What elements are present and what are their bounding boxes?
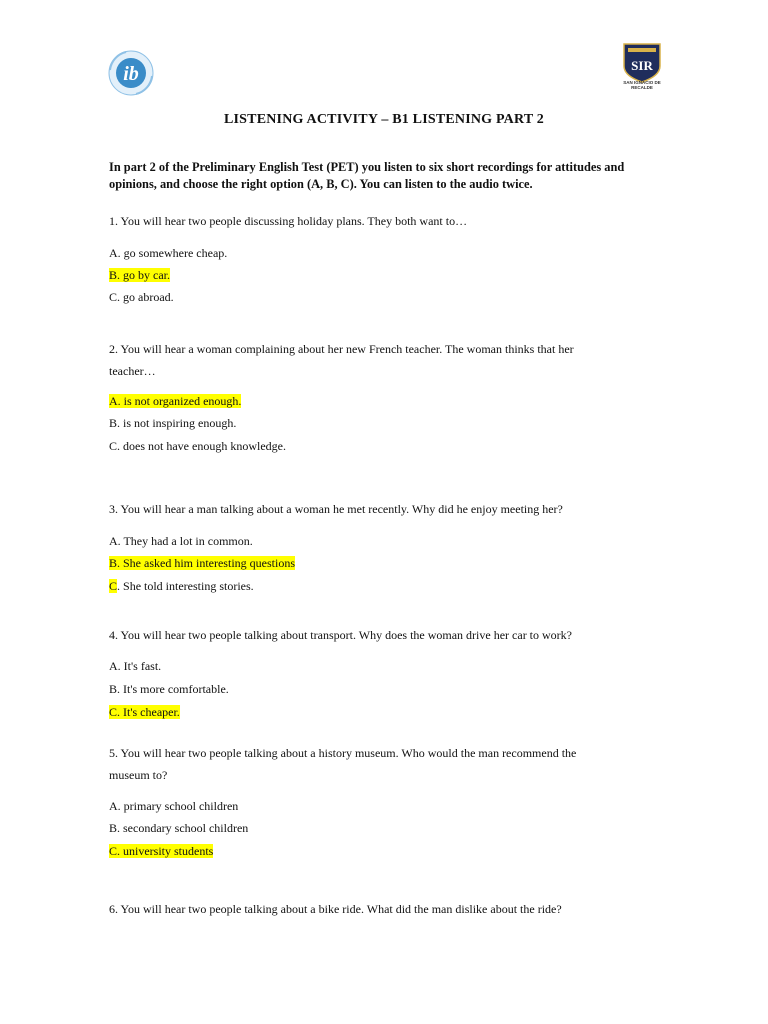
page-title: LISTENING ACTIVITY – B1 LISTENING PART 2 bbox=[224, 112, 544, 127]
highlighted-answer: A. is not organized enough. bbox=[109, 394, 242, 408]
question-6: 6. You will hear two people talking about a bike ride. What did the man dislike about the ride? bbox=[109, 902, 562, 916]
q5-option-a: A. primary school children bbox=[109, 799, 239, 813]
q2-option-b: B. is not inspiring enough. bbox=[109, 416, 237, 430]
highlighted-answer: B. go by car. bbox=[109, 268, 170, 282]
crest-caption: SAN IGNACIO DE RECALDE bbox=[623, 80, 661, 90]
q5-option-c bbox=[109, 844, 213, 859]
q2-option-a bbox=[109, 394, 241, 409]
q2-option-c: C. does not have enough knowledge. bbox=[109, 439, 286, 453]
q3-option-a: A. They had a lot in common. bbox=[109, 534, 253, 548]
q1-option-a: A. go somewhere cheap. bbox=[109, 246, 228, 260]
ib-logo bbox=[106, 48, 156, 98]
question-2: 2. You will hear a woman complaining about her new French teacher. The woman thinks that her bbox=[109, 342, 574, 356]
highlighted-answer: C. It's cheaper. bbox=[109, 705, 180, 719]
q4-option-b: B. It's more comfortable. bbox=[109, 682, 229, 696]
svg-text:SIR: SIR bbox=[631, 58, 653, 73]
q4-option-a: A. It's fast. bbox=[109, 659, 162, 673]
q1-option-b bbox=[109, 268, 170, 283]
q3-option-b bbox=[109, 556, 295, 571]
option-text: . She told interesting stories. bbox=[117, 579, 254, 593]
intro-paragraph: In part 2 of the Preliminary English Test (PET) you listen to six short recordings for attitudes and opinions, and choose the right option (A, B, C). You can listen to the audio twice. bbox=[109, 160, 625, 191]
question-1: 1. You will hear two people discussing holiday plans. They both want to… bbox=[109, 214, 468, 228]
highlighted-letter: C bbox=[109, 579, 118, 593]
q3-option-c bbox=[109, 579, 254, 594]
highlighted-answer: C. university students bbox=[109, 844, 214, 858]
q5-option-b: B. secondary school children bbox=[109, 821, 249, 835]
q4-option-c bbox=[109, 705, 180, 720]
question-3: 3. You will hear a man talking about a woman he met recently. Why did he enjoy meeting her? bbox=[109, 502, 563, 516]
question-5-continued: museum to? bbox=[109, 768, 168, 782]
school-crest-logo bbox=[618, 40, 666, 102]
question-5: 5. You will hear two people talking about a history museum. Who would the man recommend the bbox=[109, 746, 577, 760]
q1-option-c: C. go abroad. bbox=[109, 290, 174, 304]
question-4: 4. You will hear two people talking about transport. Why does the woman drive her car to work? bbox=[109, 628, 573, 642]
svg-text:ib: ib bbox=[123, 63, 139, 85]
question-2-continued: teacher… bbox=[109, 364, 156, 378]
highlighted-answer: B. She asked him interesting questions bbox=[109, 556, 295, 570]
